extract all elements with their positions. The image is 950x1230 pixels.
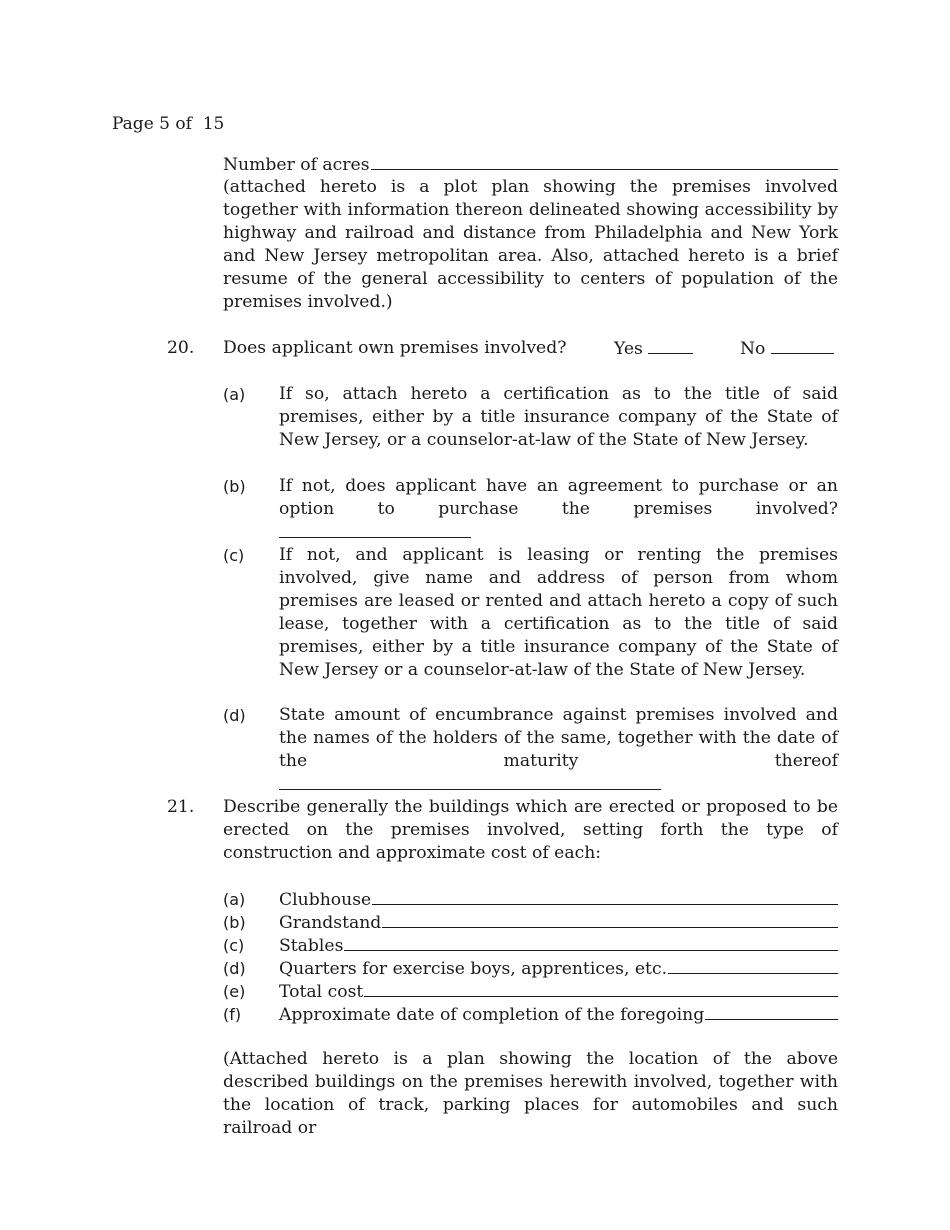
- item-text: Approximate date of completion of the foregoing: [279, 1005, 705, 1025]
- item-label: (a): [223, 890, 246, 909]
- acres-label: Number of acres: [223, 155, 370, 175]
- item-text: State amount of encumbrance against premises involved and the names of the holders of the same, together with the date of the maturity thereof: [279, 705, 838, 771]
- question-text: Does applicant own premises involved?: [223, 338, 567, 358]
- no-field: [740, 337, 834, 361]
- item-label: (b): [223, 477, 246, 496]
- clubhouse-blank[interactable]: [372, 888, 838, 905]
- item-text: If not, does applicant have an agreement to purchase or an option to purchase the premises involved?: [279, 476, 838, 519]
- item-text-wrap: [279, 475, 838, 545]
- item-field: [279, 934, 838, 958]
- item-field: [279, 980, 838, 1004]
- item-label: (c): [223, 546, 245, 565]
- acres-field: [223, 153, 838, 177]
- item-label: (a): [223, 385, 246, 404]
- no-blank[interactable]: [771, 337, 834, 354]
- question-text: Describe generally the buildings which are erected or proposed to be erected on the premises involved, setting forth the type of construction and approximate cost of each:: [223, 797, 838, 863]
- question-number: 20.: [167, 338, 195, 358]
- item-label: (e): [223, 982, 246, 1001]
- list-item: [0, 1003, 950, 1026]
- purchase-blank[interactable]: [279, 521, 471, 538]
- item-text: If so, attach hereto a certification as to the title of said premises, either by a title insurance company of the State of New Jersey, or a counselor-at-law of the State of New Jersey.: [279, 384, 838, 450]
- yes-field: [614, 337, 693, 361]
- acres-blank[interactable]: [371, 153, 838, 170]
- item-field: [279, 957, 838, 981]
- list-item: [0, 911, 950, 934]
- no-label: No: [740, 339, 766, 359]
- total-cost-blank[interactable]: [364, 980, 838, 997]
- plan-note: (Attached hereto is a plan showing the location of the above described buildings on the premises herewith involved, together with the location of track, parking places for automobiles and such railroad or: [223, 1049, 838, 1138]
- list-item: [0, 934, 950, 957]
- list-item: [0, 980, 950, 1003]
- yes-blank[interactable]: [648, 337, 693, 354]
- item-field: [279, 911, 838, 935]
- question-number: 21.: [167, 797, 195, 817]
- quarters-blank[interactable]: [668, 957, 838, 974]
- item-field: [279, 1003, 838, 1027]
- item-text: Grandstand: [279, 913, 382, 933]
- item-text-wrap: [279, 704, 838, 797]
- item-label: (b): [223, 913, 246, 932]
- item-text: Clubhouse: [279, 890, 372, 910]
- stables-blank[interactable]: [344, 934, 838, 951]
- item-text: Stables: [279, 936, 344, 956]
- question-20: [0, 337, 950, 360]
- completion-date-blank[interactable]: [705, 1003, 838, 1020]
- item-field: [279, 888, 838, 912]
- item-body: [279, 704, 838, 797]
- list-item: [0, 957, 950, 980]
- item-text: Quarters for exercise boys, apprentices, etc.: [279, 959, 668, 979]
- acres-note: (attached hereto is a plot plan showing the premises involved together with information thereon delineated showing accessibility by highway and railroad and distance from Philadelphia and New York and New Jersey metropolitan area. Also, attached hereto is a brief resume of the general accessibility to centers of population of the premises involved.): [223, 177, 838, 312]
- yes-label: Yes: [614, 339, 643, 359]
- item-text: Total cost: [279, 982, 364, 1002]
- item-label: (d): [223, 706, 246, 725]
- list-item: [0, 888, 950, 911]
- page-number: Page 5 of 15: [112, 114, 225, 134]
- item-body: [279, 475, 838, 545]
- item-label: (c): [223, 936, 245, 955]
- item-text: If not, and applicant is leasing or renting the premises involved, give name and address of person from whom premises are leased or rented and attach hereto a copy of such lease, together with a certification as to the title of said premises, either by a title insurance company of the State of New Jersey or a counselor-at-law of the State of New Jersey.: [279, 545, 838, 680]
- grandstand-blank[interactable]: [382, 911, 838, 928]
- building-list: [0, 888, 950, 1026]
- maturity-blank[interactable]: [279, 773, 661, 790]
- item-label: (d): [223, 959, 246, 978]
- item-label: (f): [223, 1005, 242, 1024]
